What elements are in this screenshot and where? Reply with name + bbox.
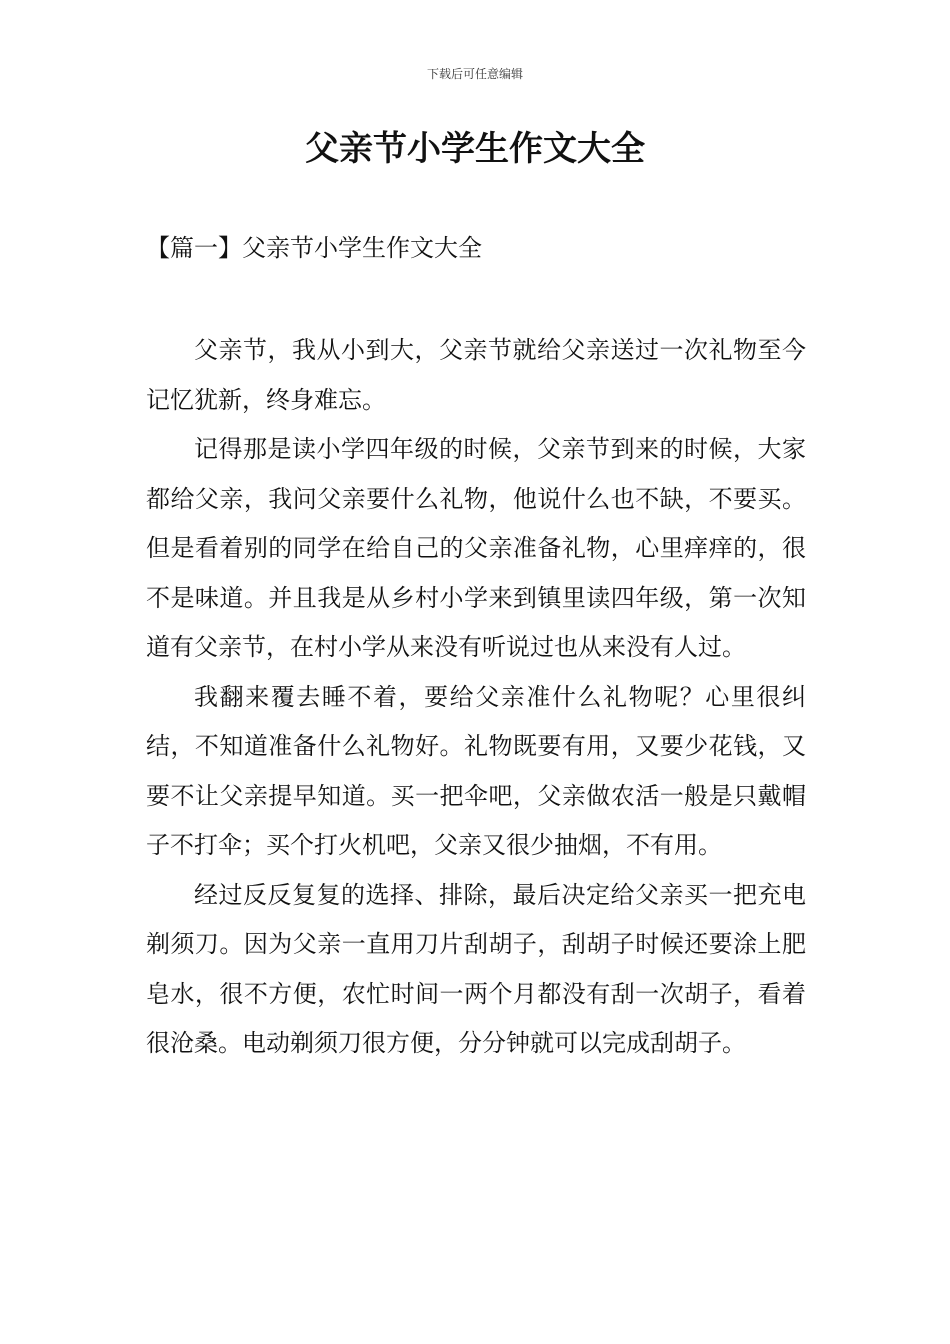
paragraph: 记得那是读小学四年级的时候，父亲节到来的时候，大家都给父亲，我问父亲要什么礼物，他说什么也不缺，不要买。但是看着别的同学在给自己的父亲准备礼物，心里痒痒的，很不是味道。并且我是从乡村小学来到镇里读四年级，第一次知道有父亲节，在村小学从来没有听说过也从来没有人过。 bbox=[146, 435, 806, 661]
paragraph: 经过反反复复的选择、排除，最后决定给父亲买一把充电剃须刀。因为父亲一直用刀片刮胡子，刮胡子时候还要涂上肥皂水，很不方便，农忙时间一两个月都没有刮一次胡子，看着很沧桑。电动剃须刀很方便，分分钟就可以完成刮胡子。 bbox=[146, 880, 806, 1057]
document-title: 父亲节小学生作文大全 bbox=[305, 129, 645, 169]
section-heading: 【篇一】父亲节小学生作文大全 bbox=[146, 234, 482, 262]
paragraph: 父亲节，我从小到大，父亲节就给父亲送过一次礼物至今记忆犹新，终身难忘。 bbox=[146, 336, 806, 414]
document-body bbox=[146, 326, 806, 1069]
header-note: 下载后可任意编辑 bbox=[426, 67, 523, 81]
paragraph: 我翻来覆去睡不着，要给父亲准什么礼物呢？心里很纠结，不知道准备什么礼物好。礼物既要有用，又要少花钱，又要不让父亲提早知道。买一把伞吧，父亲做农活一般是只戴帽子不打伞；买个打火机吧，父亲又很少抽烟，不有用。 bbox=[146, 682, 806, 859]
